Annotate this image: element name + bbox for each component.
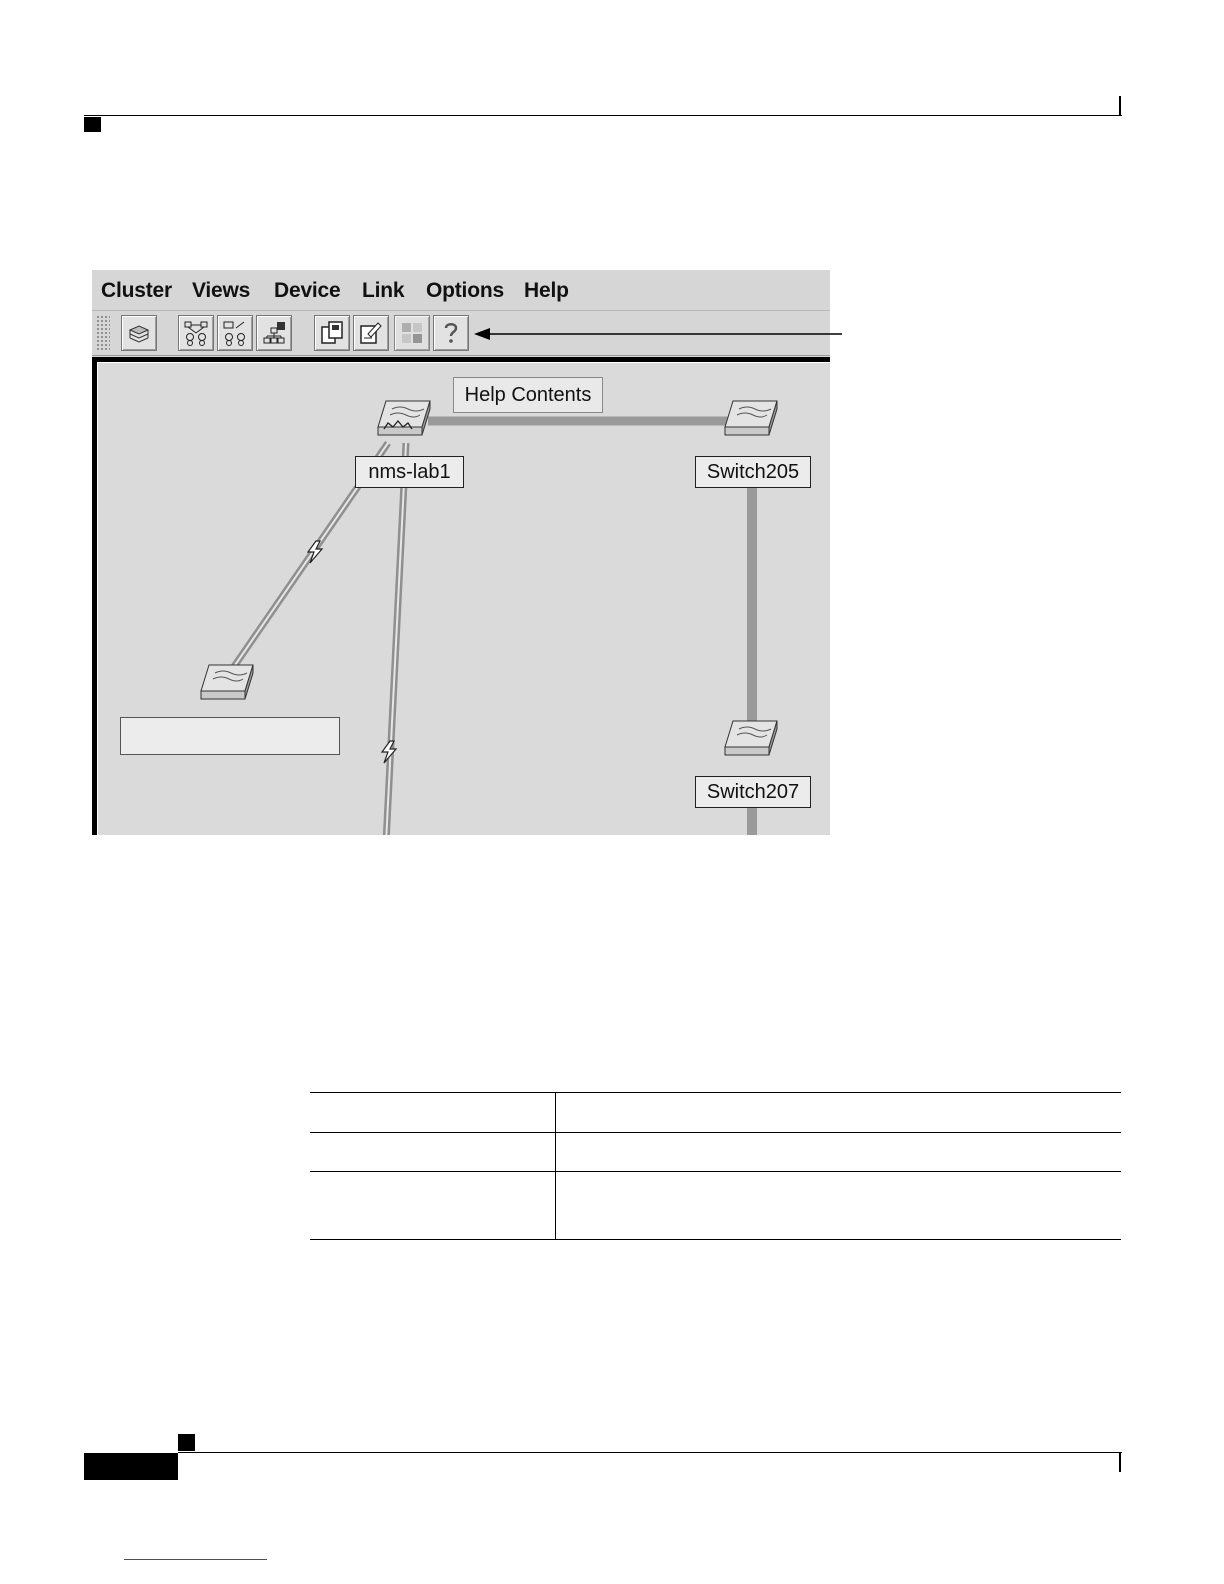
copy-window-icon bbox=[319, 320, 345, 346]
help-question-icon bbox=[438, 320, 464, 346]
menu-bar bbox=[92, 270, 830, 311]
hierarchy-icon bbox=[261, 320, 287, 346]
hierarchy-button[interactable] bbox=[256, 315, 292, 351]
grid-button[interactable] bbox=[394, 315, 430, 351]
footer-marker bbox=[178, 1434, 195, 1451]
command-switch-icon bbox=[378, 401, 430, 435]
topology-view-icon bbox=[183, 320, 209, 346]
table-rule-top bbox=[310, 1092, 1121, 1093]
link-nms-down bbox=[386, 443, 406, 835]
table-rule-bottom bbox=[310, 1239, 1121, 1240]
menu-link[interactable]: Link bbox=[362, 279, 405, 302]
help-contents-tooltip: Help Contents bbox=[453, 377, 603, 413]
menu-device[interactable]: Device bbox=[274, 279, 341, 302]
topology-frame bbox=[92, 357, 830, 835]
footer-page-tab bbox=[84, 1453, 178, 1480]
callout-arrow bbox=[470, 320, 850, 350]
footer-link[interactable] bbox=[124, 1559, 267, 1560]
cluster-stack-icon bbox=[126, 320, 152, 346]
menu-views[interactable]: Views bbox=[192, 279, 251, 302]
topology-view-button[interactable] bbox=[178, 315, 214, 351]
switch205-icon bbox=[725, 401, 777, 435]
properties-button[interactable] bbox=[353, 315, 389, 351]
topology-canvas[interactable] bbox=[97, 362, 830, 835]
table-rule-2 bbox=[310, 1171, 1121, 1172]
cluster-manager-screenshot bbox=[92, 270, 830, 835]
node-label-switch205[interactable]: Switch205 bbox=[695, 456, 811, 488]
help-button[interactable] bbox=[433, 315, 469, 351]
left-switch-icon bbox=[201, 665, 253, 699]
menu-options[interactable]: Options bbox=[426, 279, 504, 302]
node-label-nms-lab1[interactable]: nms-lab1 bbox=[355, 456, 464, 488]
topology-links bbox=[98, 363, 830, 835]
table-rule-1 bbox=[310, 1132, 1121, 1133]
cluster-stack-button[interactable] bbox=[121, 315, 157, 351]
cluster-view-icon bbox=[222, 320, 248, 346]
node-label-switch207[interactable]: Switch207 bbox=[695, 776, 811, 808]
header-marker bbox=[84, 117, 101, 132]
toolbar-grip[interactable] bbox=[96, 315, 110, 351]
node-label-unnamed[interactable] bbox=[120, 717, 340, 755]
footer-rule bbox=[178, 1452, 1122, 1453]
header-tick bbox=[1119, 96, 1121, 116]
properties-icon bbox=[358, 320, 384, 346]
menu-cluster[interactable]: Cluster bbox=[101, 279, 172, 302]
menu-help[interactable]: Help bbox=[524, 279, 569, 302]
grid-icon bbox=[399, 320, 425, 346]
copy-window-button[interactable] bbox=[314, 315, 350, 351]
footer-tick bbox=[1119, 1453, 1121, 1472]
header-rule bbox=[84, 115, 1122, 116]
switch207-icon bbox=[725, 721, 777, 755]
cluster-view-button[interactable] bbox=[217, 315, 253, 351]
table-column-divider bbox=[555, 1092, 556, 1240]
